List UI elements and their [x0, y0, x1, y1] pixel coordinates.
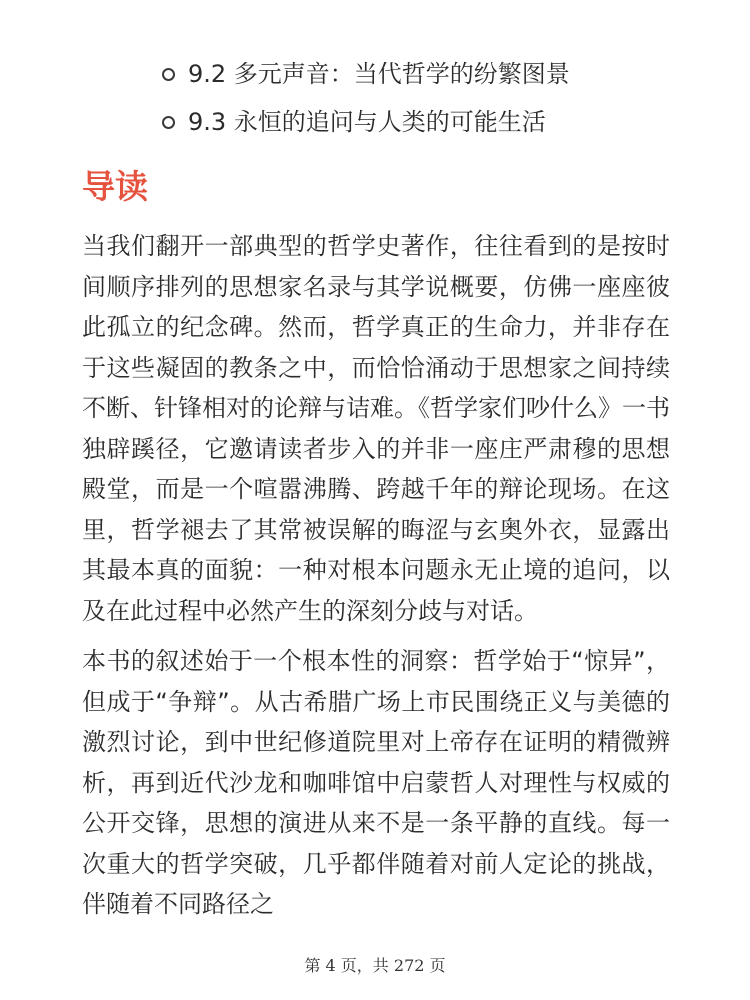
toc-item-label: 9.2 多元声音：当代哲学的纷繁图景 — [188, 60, 570, 88]
page-number: 第 4 页，共 272 页 — [304, 956, 446, 975]
paragraph: 当我们翻开一部典型的哲学史著作，往往看到的是按时间顺序排列的思想家名录与其学说概要，仿佛一座座彼此孤立的纪念碑。然而，哲学真正的生命力，并非存在于这些凝固的教条之中，而恰恰涌动于思想家之间持续不断、针锋相对的论辩与诘难。《哲学家们吵什么》一书独辟蹊径，它邀请读者步入的并非一座庄严肃穆的思想殿堂，而是一个喧嚣沸腾、跨越千年的辩论现场。在这里，哲学褪去了其常被误解的晦涩与玄奥外衣，显露出其最本真的面貌：一种对根本问题永无止境的追问，以及在此过程中必然产生的深刻分歧与对话。 — [82, 232, 670, 625]
section-heading: 导读 — [82, 167, 148, 206]
toc-item[interactable] — [0, 50, 750, 98]
paragraph: 本书的叙述始于一个根本性的洞察：哲学始于“惊异”，但成于“争辩”。从古希腊广场上市民围绕正义与美德的激烈讨论，到中世纪修道院里对上帝存在证明的精微辨析，再到近代沙龙和咖啡馆中启蒙哲人对理性与权威的公开交锋，思想的演进从来不是一条平静的直线。每一次重大的哲学突破，几乎都伴随着对前人定论的挑战，伴随着不同路径之 — [82, 647, 670, 918]
toc-item[interactable] — [0, 98, 750, 146]
circle-bullet-icon — [162, 68, 175, 81]
body-text — [82, 226, 670, 935]
circle-bullet-icon — [162, 116, 175, 129]
table-of-contents — [0, 50, 750, 146]
toc-item-label: 9.3 永恒的追问与人类的可能生活 — [188, 108, 546, 136]
